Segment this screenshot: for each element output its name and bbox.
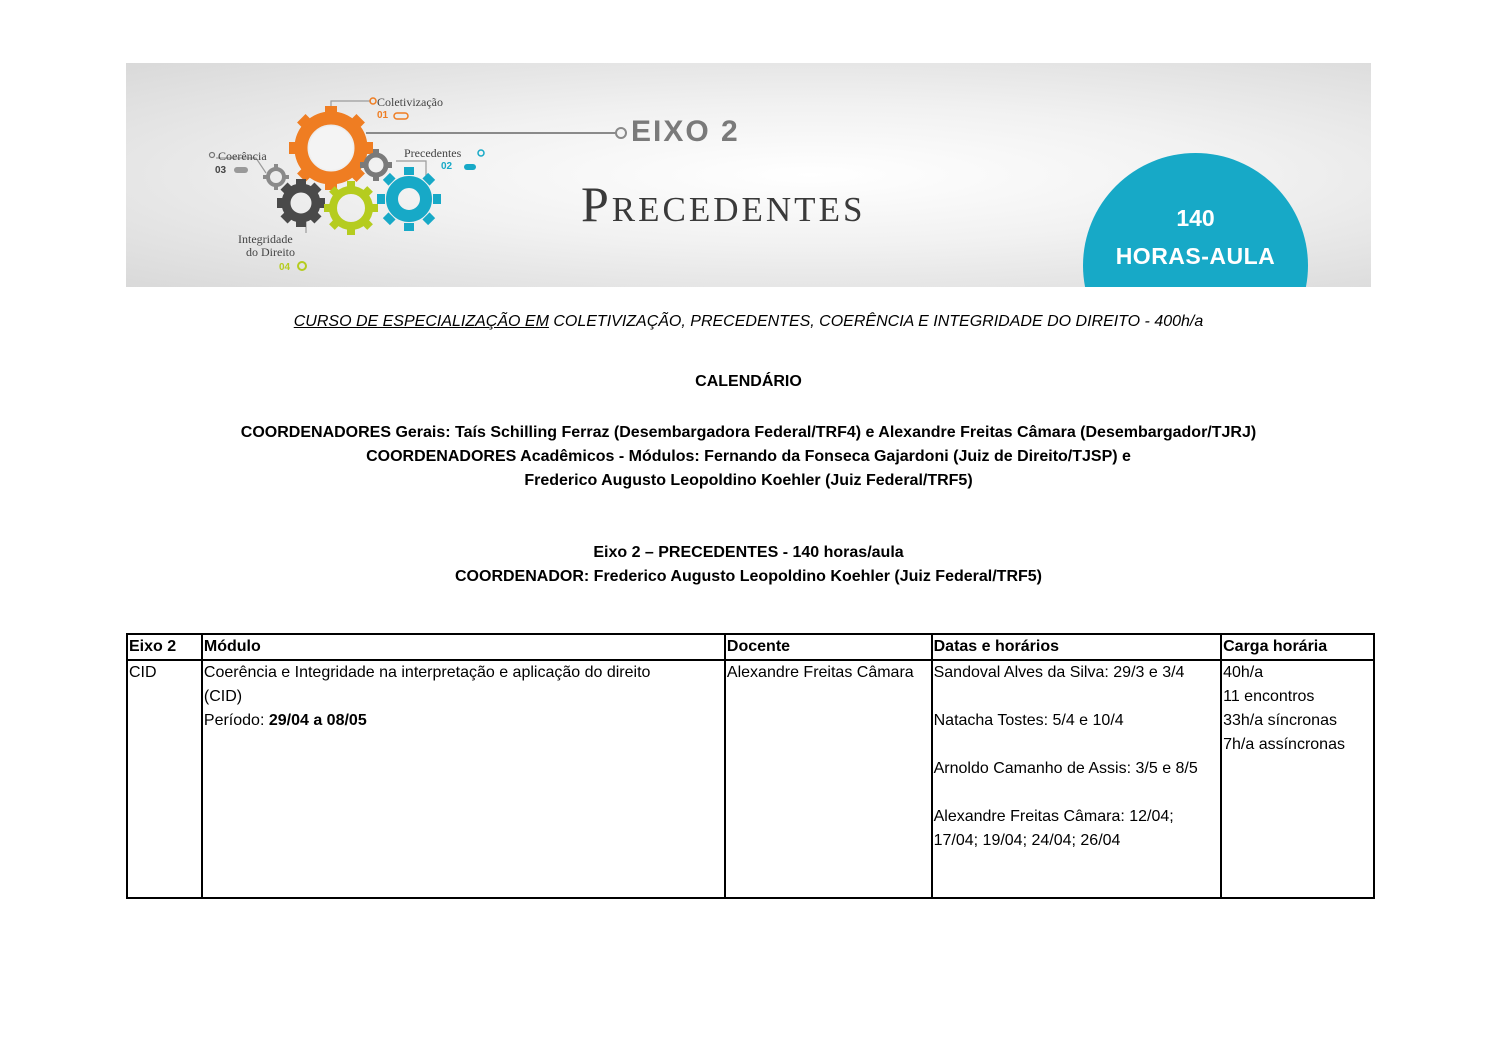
cell-datas <box>932 660 1222 898</box>
workload-sync: 33h/a síncronas <box>1223 712 1337 729</box>
hours-unit: HORAS-AULA <box>1115 243 1276 269</box>
course-hours: - 400h/a <box>1140 313 1204 330</box>
cell-modulo <box>202 660 725 898</box>
date-entry: Sandoval Alves da Silva: 29/3 e 3/4 <box>933 664 1185 681</box>
header-carga: Carga horária <box>1221 634 1374 660</box>
axis-heading <box>0 541 1497 589</box>
gear-num-04: 04 <box>279 262 291 273</box>
gear-label-do-direito: do Direito <box>246 245 295 259</box>
gear-num-01: 01 <box>377 110 389 121</box>
course-line <box>0 313 1497 331</box>
table-row <box>127 660 1374 898</box>
academic-coordinators: COORDENADORES Acadêmicos - Módulos: Fernando da Fonseca Gajardoni (Juiz de Direito/TJSP) e <box>366 448 1131 465</box>
module-acronym: (CID) <box>203 688 243 705</box>
module-period <box>204 709 723 733</box>
hours-number: 140 <box>1176 205 1215 231</box>
calendar-title: CALENDÁRIO <box>695 373 802 390</box>
cell-docente: Alexandre Freitas Câmara <box>725 660 932 898</box>
general-coordinators: COORDENADORES Gerais: Taís Schilling Ferraz (Desembargadora Federal/TRF4) e Alexandre Freitas Câmara (Desembargador/TJRJ) <box>240 424 1257 441</box>
banner-title: Precedentes <box>581 176 866 232</box>
course-banner <box>126 63 1371 287</box>
gear-num-03: 03 <box>215 165 227 176</box>
gear-label-coerencia: Coerência <box>218 149 267 163</box>
workload-total: 40h/a <box>1223 664 1264 681</box>
cell-eixo: CID <box>127 660 202 898</box>
workload-meetings: 11 encontros <box>1223 688 1315 705</box>
course-prefix: CURSO DE ESPECIALIZAÇÃO EM <box>293 313 549 330</box>
axis-title: Eixo 2 – PRECEDENTES - 140 horas/aula <box>593 544 904 561</box>
workload-async: 7h/a assíncronas <box>1223 736 1345 753</box>
header-datas: Datas e horários <box>932 634 1222 660</box>
cell-carga <box>1221 660 1374 898</box>
academic-coordinators-cont: Frederico Augusto Leopoldino Koehler (Juiz Federal/TRF5) <box>524 472 973 489</box>
gear-label-coletivizacao: Coletivização <box>377 95 443 109</box>
coordinators-block <box>0 421 1497 493</box>
header-eixo: Eixo 2 <box>127 634 202 660</box>
date-entry: Arnoldo Camanho de Assis: 3/5 e 8/5 <box>933 760 1198 777</box>
table-header-row <box>127 634 1374 660</box>
header-docente: Docente <box>725 634 932 660</box>
period-value: 29/04 a 08/05 <box>268 712 367 729</box>
banner-axis-label: EIXO 2 <box>631 115 740 148</box>
gear-label-precedentes: Precedentes <box>404 146 462 160</box>
module-title: Coerência e Integridade na interpretação e aplicação do direito <box>203 664 651 681</box>
date-entry: Natacha Tostes: 5/4 e 10/4 <box>933 712 1124 729</box>
gear-label-integridade: Integridade <box>238 232 293 246</box>
period-label: Período: <box>203 712 269 729</box>
schedule-table <box>126 633 1375 899</box>
course-name: COLETIVIZAÇÃO, PRECEDENTES, COERÊNCIA E INTEGRIDADE DO DIREITO <box>548 313 1141 330</box>
axis-coordinator: COORDENADOR: Frederico Augusto Leopoldino Koehler (Juiz Federal/TRF5) <box>455 568 1042 585</box>
header-modulo: Módulo <box>202 634 725 660</box>
gear-num-02: 02 <box>441 161 453 172</box>
date-entry: Alexandre Freitas Câmara: 12/04; 17/04; 19/04; 24/04; 26/04 <box>933 808 1174 849</box>
